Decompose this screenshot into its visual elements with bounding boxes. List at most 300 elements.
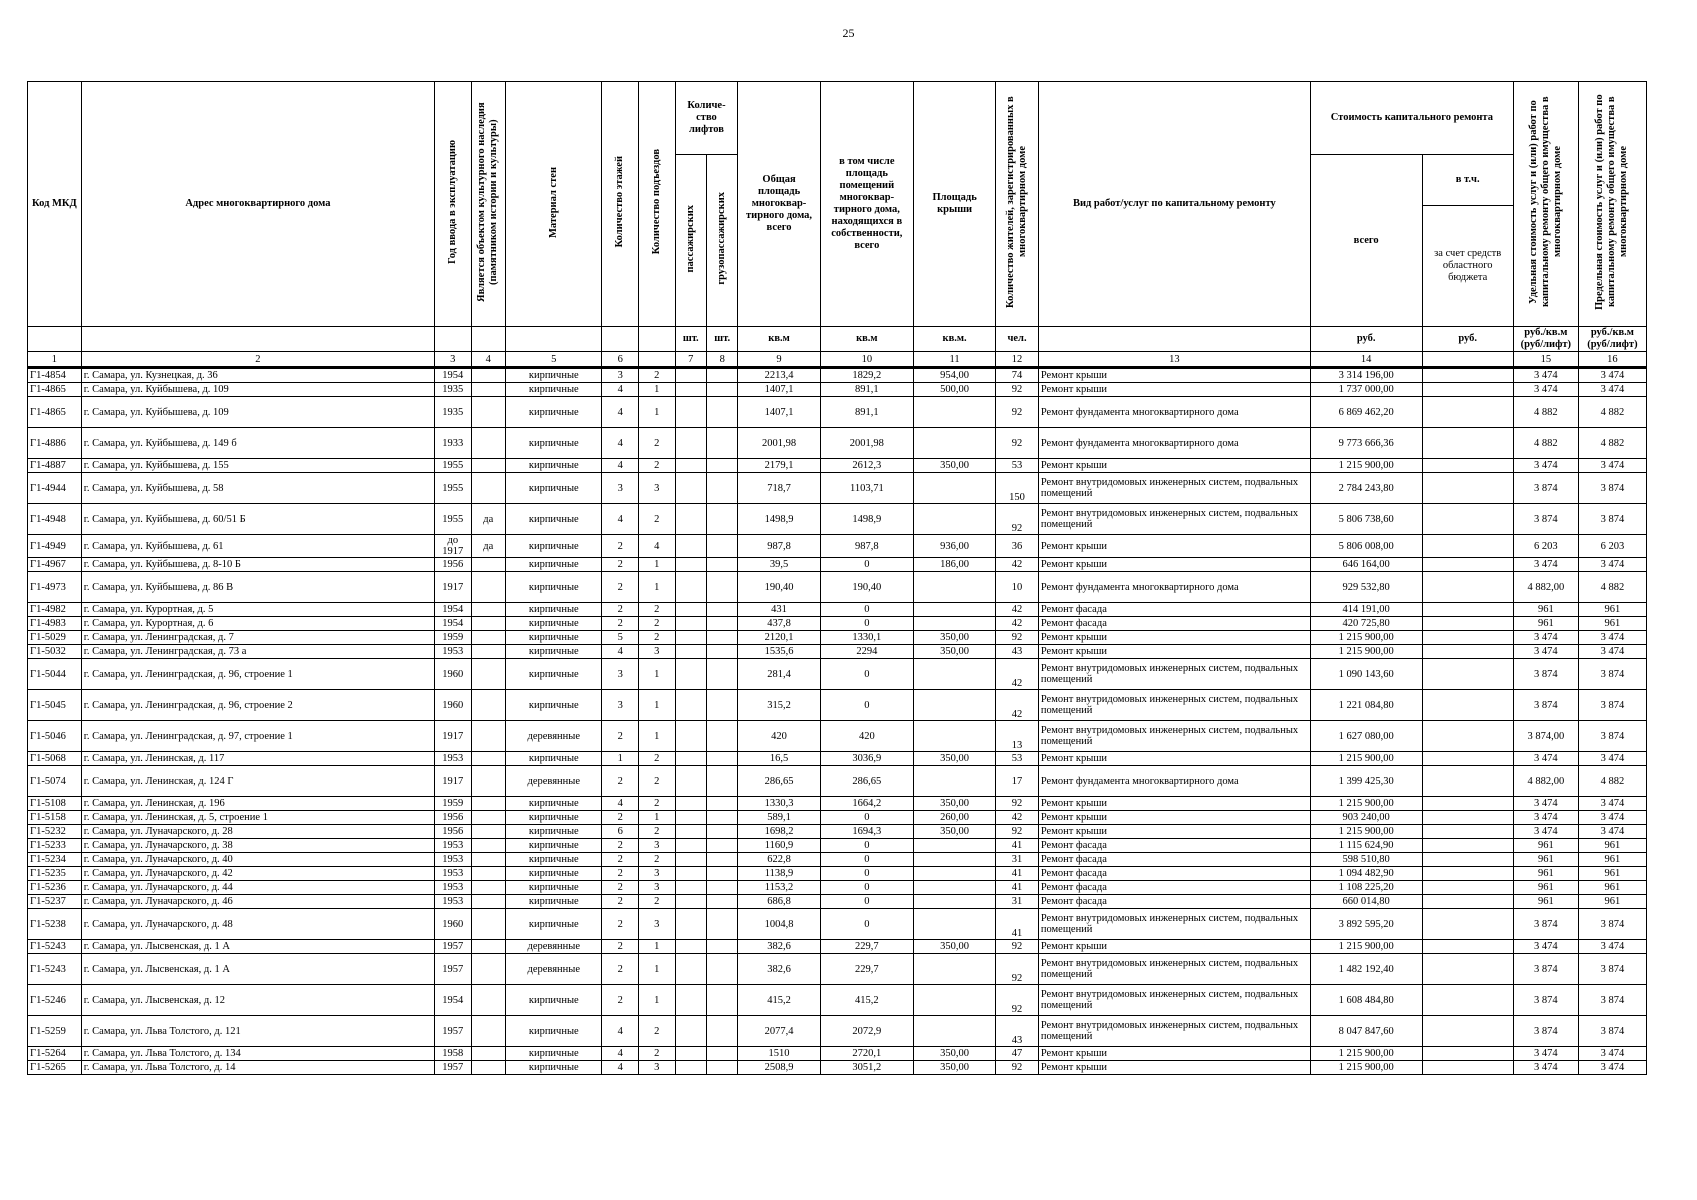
table-row: [28, 985, 1647, 1016]
table-row: [28, 940, 1647, 954]
cell-lifts-passenger: [675, 659, 706, 690]
cell-lifts-passenger: [675, 1016, 706, 1047]
column-number: [639, 352, 676, 368]
cell-year: 1935: [435, 397, 472, 428]
cell-unit-cost: 961: [1513, 867, 1578, 881]
cell-total-area: 415,2: [738, 985, 820, 1016]
cell-code: Г1-4865: [28, 397, 82, 428]
cell-lifts-passenger: [675, 383, 706, 397]
cell-lifts-passenger: [675, 690, 706, 721]
cell-heritage: [471, 839, 506, 853]
cell-year: 1953: [435, 752, 472, 766]
cell-lifts-passenger: [675, 985, 706, 1016]
cell-material: кирпичные: [506, 558, 602, 572]
table-row: [28, 397, 1647, 428]
cell-year: 1956: [435, 811, 472, 825]
cell-year: 1955: [435, 459, 472, 473]
cell-roof-area: [914, 504, 996, 535]
cell-lifts-passenger: [675, 558, 706, 572]
cell-year: 1953: [435, 867, 472, 881]
cell-total-area: 2077,4: [738, 1016, 820, 1047]
cell-cost-total: 8 047 847,60: [1310, 1016, 1422, 1047]
cell-total-area: 589,1: [738, 811, 820, 825]
cell-owned-area: 3051,2: [820, 1061, 913, 1075]
cell-lifts-cargo: [706, 504, 737, 535]
cell-lifts-passenger: [675, 853, 706, 867]
cell-total-area: 1498,9: [738, 504, 820, 535]
cell-code: Г1-5259: [28, 1016, 82, 1047]
cell-cost-budget: [1422, 659, 1513, 690]
cell-code: Г1-5044: [28, 659, 82, 690]
cell-lifts-cargo: [706, 572, 737, 603]
cell-floors: 4: [602, 1061, 639, 1075]
col-floors-header: Количество этажей: [602, 82, 639, 327]
cell-works: Ремонт фасада: [1038, 895, 1310, 909]
cell-total-area: 315,2: [738, 690, 820, 721]
cell-lifts-passenger: [675, 1061, 706, 1075]
cell-material: кирпичные: [506, 535, 602, 558]
cell-heritage: [471, 459, 506, 473]
column-number: 15: [1513, 352, 1578, 368]
cell-entrances: 3: [639, 839, 676, 853]
cell-cost-budget: [1422, 558, 1513, 572]
cell-material: кирпичные: [506, 572, 602, 603]
cell-entrances: 1: [639, 985, 676, 1016]
cell-owned-area: 0: [820, 909, 913, 940]
cell-total-area: 39,5: [738, 558, 820, 572]
cell-owned-area: 2294: [820, 645, 913, 659]
cell-works: Ремонт фасада: [1038, 867, 1310, 881]
cell-material: кирпичные: [506, 909, 602, 940]
cell-owned-area: 0: [820, 659, 913, 690]
col-year-header: Год ввода в эксплуатацию: [435, 82, 472, 327]
cell-works: Ремонт внутридомовых инженерных систем, подвальных помещений: [1038, 985, 1310, 1016]
cell-code: Г1-4949: [28, 535, 82, 558]
cell-code: Г1-4854: [28, 368, 82, 383]
cell-code: Г1-4973: [28, 572, 82, 603]
cell-floors: 2: [602, 603, 639, 617]
cell-year: 1917: [435, 766, 472, 797]
cell-cost-total: 1 399 425,30: [1310, 766, 1422, 797]
cell-works: Ремонт внутридомовых инженерных систем, подвальных помещений: [1038, 504, 1310, 535]
cell-address: г. Самара, ул. Курортная, д. 5: [81, 603, 434, 617]
cell-material: кирпичные: [506, 1016, 602, 1047]
column-numbers-row: [28, 352, 1647, 368]
cell-owned-area: 2072,9: [820, 1016, 913, 1047]
table-row: [28, 895, 1647, 909]
cell-material: кирпичные: [506, 825, 602, 839]
cell-address: г. Самара, ул. Ленинградская, д. 73 а: [81, 645, 434, 659]
cell-works: Ремонт фундамента многоквартирного дома: [1038, 397, 1310, 428]
cell-roof-area: 350,00: [914, 459, 996, 473]
cell-code: Г1-4967: [28, 558, 82, 572]
cell-lifts-cargo: [706, 766, 737, 797]
cell-residents: 41: [996, 881, 1039, 895]
cell-material: кирпичные: [506, 383, 602, 397]
cell-cost-total: 2 784 243,80: [1310, 473, 1422, 504]
cell-residents: 42: [996, 558, 1039, 572]
cell-lifts-cargo: [706, 645, 737, 659]
cell-entrances: 2: [639, 1047, 676, 1061]
cell-unit-cost: 4 882,00: [1513, 572, 1578, 603]
cell-cost-total: 6 869 462,20: [1310, 397, 1422, 428]
table-row: [28, 631, 1647, 645]
cell-max-cost: 3 474: [1578, 368, 1646, 383]
cell-residents: 36: [996, 535, 1039, 558]
cell-year: 1955: [435, 473, 472, 504]
cell-lifts-passenger: [675, 811, 706, 825]
cell-works: Ремонт внутридомовых инженерных систем, подвальных помещений: [1038, 690, 1310, 721]
cell-material: деревянные: [506, 766, 602, 797]
cell-year: 1960: [435, 659, 472, 690]
cell-cost-budget: [1422, 690, 1513, 721]
cell-residents: 42: [996, 617, 1039, 631]
cell-material: кирпичные: [506, 603, 602, 617]
cell-year: 1953: [435, 895, 472, 909]
cell-unit-cost: 961: [1513, 895, 1578, 909]
capital-repair-table: [27, 81, 1647, 1075]
cell-roof-area: [914, 839, 996, 853]
cell-entrances: 3: [639, 909, 676, 940]
cell-cost-budget: [1422, 645, 1513, 659]
cell-cost-total: 5 806 008,00: [1310, 535, 1422, 558]
table-row: [28, 839, 1647, 853]
cell-entrances: 1: [639, 659, 676, 690]
cell-heritage: [471, 940, 506, 954]
cell-year: 1959: [435, 797, 472, 811]
cell-address: г. Самара, ул. Ленинградская, д. 96, строение 2: [81, 690, 434, 721]
cell-lifts-passenger: [675, 766, 706, 797]
cell-max-cost: 3 874: [1578, 721, 1646, 752]
cell-roof-area: [914, 572, 996, 603]
column-number: 14: [1310, 352, 1422, 368]
cell-entrances: 1: [639, 383, 676, 397]
cell-code: Г1-5264: [28, 1047, 82, 1061]
cell-lifts-cargo: [706, 853, 737, 867]
cell-works: Ремонт внутридомовых инженерных систем, подвальных помещений: [1038, 473, 1310, 504]
cell-total-area: 1510: [738, 1047, 820, 1061]
cell-address: г. Самара, ул. Луначарского, д. 40: [81, 853, 434, 867]
cell-floors: 4: [602, 797, 639, 811]
cell-cost-total: 1 215 900,00: [1310, 940, 1422, 954]
cell-address: г. Самара, ул. Луначарского, д. 38: [81, 839, 434, 853]
cell-lifts-cargo: [706, 867, 737, 881]
cell-max-cost: 961: [1578, 853, 1646, 867]
cell-roof-area: 350,00: [914, 752, 996, 766]
cell-residents: 92: [996, 397, 1039, 428]
cell-cost-total: 5 806 738,60: [1310, 504, 1422, 535]
cell-roof-area: [914, 473, 996, 504]
cell-max-cost: 3 474: [1578, 825, 1646, 839]
cell-owned-area: 891,1: [820, 383, 913, 397]
cell-roof-area: [914, 617, 996, 631]
unit-cell: кв.м: [820, 327, 913, 352]
cell-residents: 92: [996, 504, 1039, 535]
cell-owned-area: 0: [820, 895, 913, 909]
cell-floors: 4: [602, 428, 639, 459]
cell-roof-area: [914, 895, 996, 909]
table-row: [28, 659, 1647, 690]
cell-lifts-cargo: [706, 535, 737, 558]
column-number: 4: [471, 352, 506, 368]
cell-floors: 1: [602, 752, 639, 766]
cell-unit-cost: 3 474: [1513, 811, 1578, 825]
cell-residents: 47: [996, 1047, 1039, 1061]
cell-address: г. Самара, ул. Ленинская, д. 5, строение 1: [81, 811, 434, 825]
cell-cost-total: 1 215 900,00: [1310, 645, 1422, 659]
cell-lifts-passenger: [675, 881, 706, 895]
cell-owned-area: 2720,1: [820, 1047, 913, 1061]
table-row: [28, 752, 1647, 766]
table-row: [28, 867, 1647, 881]
col-residents-header: Количество жителей, зарегистрированных в многоквартирном доме: [996, 82, 1039, 327]
cell-address: г. Самара, ул. Льва Толстого, д. 121: [81, 1016, 434, 1047]
cell-unit-cost: 3 874,00: [1513, 721, 1578, 752]
cell-owned-area: 229,7: [820, 954, 913, 985]
cell-floors: 4: [602, 504, 639, 535]
col-lifts-cargo-header: грузопассажирских: [706, 155, 737, 327]
column-number: 16: [1578, 352, 1646, 368]
cell-entrances: 4: [639, 535, 676, 558]
table-row: [28, 909, 1647, 940]
cell-code: Г1-5108: [28, 797, 82, 811]
cell-unit-cost: 3 474: [1513, 940, 1578, 954]
cell-entrances: 1: [639, 690, 676, 721]
cell-cost-budget: [1422, 839, 1513, 853]
cell-entrances: 2: [639, 459, 676, 473]
cell-max-cost: 3 474: [1578, 558, 1646, 572]
cell-address: г. Самара, ул. Луначарского, д. 48: [81, 909, 434, 940]
cell-address: г. Самара, ул. Куйбышева, д. 60/51 Б: [81, 504, 434, 535]
cell-entrances: 2: [639, 617, 676, 631]
cell-max-cost: 3 474: [1578, 1061, 1646, 1075]
cell-total-area: 281,4: [738, 659, 820, 690]
cell-cost-total: 1 090 143,60: [1310, 659, 1422, 690]
cell-material: деревянные: [506, 721, 602, 752]
cell-floors: 3: [602, 473, 639, 504]
cell-residents: 53: [996, 459, 1039, 473]
cell-heritage: [471, 811, 506, 825]
cell-max-cost: 3 474: [1578, 797, 1646, 811]
cell-unit-cost: 4 882: [1513, 397, 1578, 428]
col-code-header: Код МКД: [28, 82, 82, 327]
cell-unit-cost: 3 474: [1513, 825, 1578, 839]
cell-total-area: 1138,9: [738, 867, 820, 881]
cell-unit-cost: 3 474: [1513, 1047, 1578, 1061]
cell-roof-area: 954,00: [914, 368, 996, 383]
cell-cost-total: 598 510,80: [1310, 853, 1422, 867]
cell-unit-cost: 3 874: [1513, 1016, 1578, 1047]
cell-code: Г1-4948: [28, 504, 82, 535]
cell-cost-budget: [1422, 954, 1513, 985]
cell-entrances: 2: [639, 766, 676, 797]
cell-total-area: 1407,1: [738, 397, 820, 428]
cell-works: Ремонт внутридомовых инженерных систем, подвальных помещений: [1038, 721, 1310, 752]
cell-cost-total: 660 014,80: [1310, 895, 1422, 909]
cell-code: Г1-4865: [28, 383, 82, 397]
cell-material: кирпичные: [506, 853, 602, 867]
col-lifts-header: Количе-ство лифтов: [675, 82, 738, 155]
cell-material: кирпичные: [506, 659, 602, 690]
cell-floors: 2: [602, 721, 639, 752]
cell-residents: 74: [996, 368, 1039, 383]
cell-year: 1959: [435, 631, 472, 645]
cell-max-cost: 961: [1578, 881, 1646, 895]
cell-material: кирпичные: [506, 473, 602, 504]
cell-lifts-passenger: [675, 428, 706, 459]
cell-unit-cost: 3 874: [1513, 659, 1578, 690]
cell-address: г. Самара, ул. Куйбышева, д. 109: [81, 397, 434, 428]
cell-year: 1957: [435, 954, 472, 985]
cell-residents: 10: [996, 572, 1039, 603]
cell-material: кирпичные: [506, 839, 602, 853]
cell-material: кирпичные: [506, 895, 602, 909]
cell-owned-area: 286,65: [820, 766, 913, 797]
cell-cost-budget: [1422, 617, 1513, 631]
cell-works: Ремонт внутридомовых инженерных систем, подвальных помещений: [1038, 909, 1310, 940]
cell-lifts-cargo: [706, 558, 737, 572]
cell-max-cost: 3 474: [1578, 631, 1646, 645]
cell-lifts-cargo: [706, 721, 737, 752]
cell-entrances: 3: [639, 867, 676, 881]
unit-cell: кв.м: [738, 327, 820, 352]
cell-year: 1953: [435, 645, 472, 659]
cell-code: Г1-5046: [28, 721, 82, 752]
table-row: [28, 825, 1647, 839]
cell-material: деревянные: [506, 954, 602, 985]
cell-cost-total: 903 240,00: [1310, 811, 1422, 825]
cell-year: 1935: [435, 383, 472, 397]
cell-heritage: [471, 867, 506, 881]
cell-cost-budget: [1422, 572, 1513, 603]
cell-material: кирпичные: [506, 397, 602, 428]
cell-material: кирпичные: [506, 368, 602, 383]
cell-cost-budget: [1422, 867, 1513, 881]
cell-total-area: 190,40: [738, 572, 820, 603]
cell-total-area: 1004,8: [738, 909, 820, 940]
cell-address: г. Самара, ул. Куйбышева, д. 58: [81, 473, 434, 504]
cell-owned-area: 1330,1: [820, 631, 913, 645]
cell-max-cost: 3 874: [1578, 690, 1646, 721]
cell-unit-cost: 3 874: [1513, 504, 1578, 535]
cell-cost-budget: [1422, 881, 1513, 895]
table-row: [28, 766, 1647, 797]
column-number: 10: [820, 352, 913, 368]
cell-roof-area: [914, 985, 996, 1016]
table-row: [28, 459, 1647, 473]
cell-heritage: [471, 383, 506, 397]
cell-total-area: 987,8: [738, 535, 820, 558]
cell-address: г. Самара, ул. Куйбышева, д. 61: [81, 535, 434, 558]
cell-lifts-cargo: [706, 603, 737, 617]
cell-floors: 2: [602, 853, 639, 867]
cell-works: Ремонт крыши: [1038, 383, 1310, 397]
table-row: [28, 558, 1647, 572]
cell-floors: 2: [602, 535, 639, 558]
cell-lifts-cargo: [706, 811, 737, 825]
cell-residents: 42: [996, 811, 1039, 825]
cell-unit-cost: 4 882,00: [1513, 766, 1578, 797]
cell-cost-total: 1 115 624,90: [1310, 839, 1422, 853]
cell-code: Г1-5246: [28, 985, 82, 1016]
cell-heritage: да: [471, 504, 506, 535]
cell-address: г. Самара, ул. Ленинская, д. 124 Г: [81, 766, 434, 797]
cell-roof-area: [914, 853, 996, 867]
cell-heritage: [471, 428, 506, 459]
cell-roof-area: 350,00: [914, 1047, 996, 1061]
cell-owned-area: 987,8: [820, 535, 913, 558]
cell-entrances: 2: [639, 603, 676, 617]
cell-total-area: 437,8: [738, 617, 820, 631]
cell-works: Ремонт внутридомовых инженерных систем, подвальных помещений: [1038, 954, 1310, 985]
cell-address: г. Самара, ул. Куйбышева, д. 149 б: [81, 428, 434, 459]
cell-entrances: 3: [639, 473, 676, 504]
cell-entrances: 3: [639, 645, 676, 659]
cell-cost-budget: [1422, 909, 1513, 940]
column-number: 3: [435, 352, 472, 368]
cell-owned-area: 0: [820, 839, 913, 853]
cell-total-area: 2213,4: [738, 368, 820, 383]
cell-owned-area: 0: [820, 603, 913, 617]
cell-total-area: 2120,1: [738, 631, 820, 645]
cell-max-cost: 961: [1578, 603, 1646, 617]
column-number: [1422, 352, 1513, 368]
cell-heritage: [471, 659, 506, 690]
cell-lifts-passenger: [675, 797, 706, 811]
cell-lifts-passenger: [675, 867, 706, 881]
cell-heritage: [471, 1047, 506, 1061]
cell-owned-area: 229,7: [820, 940, 913, 954]
cell-cost-budget: [1422, 752, 1513, 766]
cell-address: г. Самара, ул. Луначарского, д. 46: [81, 895, 434, 909]
cell-total-area: 382,6: [738, 954, 820, 985]
cell-cost-total: 420 725,80: [1310, 617, 1422, 631]
cell-works: Ремонт крыши: [1038, 631, 1310, 645]
cell-cost-budget: [1422, 473, 1513, 504]
cell-code: Г1-4944: [28, 473, 82, 504]
cell-heritage: [471, 985, 506, 1016]
cell-owned-area: 0: [820, 867, 913, 881]
cell-entrances: 2: [639, 1016, 676, 1047]
unit-cell: шт.: [675, 327, 706, 352]
table-row: [28, 811, 1647, 825]
cell-roof-area: 350,00: [914, 631, 996, 645]
col-unit-cost-header: Удельная стоимость услуг и (или) работ по капитальному ремонту общего имущества в многоквартирном доме: [1513, 82, 1578, 327]
cell-floors: 2: [602, 985, 639, 1016]
cell-works: Ремонт фундамента многоквартирного дома: [1038, 428, 1310, 459]
cell-roof-area: [914, 766, 996, 797]
column-number: 5: [506, 352, 602, 368]
cell-year: 1954: [435, 603, 472, 617]
cell-works: Ремонт крыши: [1038, 797, 1310, 811]
cell-floors: 4: [602, 1047, 639, 1061]
cell-works: Ремонт крыши: [1038, 1047, 1310, 1061]
cell-heritage: [471, 1016, 506, 1047]
table-row: [28, 368, 1647, 383]
cell-heritage: [471, 368, 506, 383]
cell-max-cost: 3 874: [1578, 985, 1646, 1016]
cell-heritage: [471, 752, 506, 766]
cell-works: Ремонт фундамента многоквартирного дома: [1038, 766, 1310, 797]
cell-cost-total: 1 215 900,00: [1310, 825, 1422, 839]
unit-cell: руб.: [1422, 327, 1513, 352]
cell-total-area: 420: [738, 721, 820, 752]
cell-address: г. Самара, ул. Луначарского, д. 44: [81, 881, 434, 895]
cell-material: кирпичные: [506, 459, 602, 473]
cell-entrances: 2: [639, 504, 676, 535]
cell-address: г. Самара, ул. Лысвенская, д. 1 А: [81, 940, 434, 954]
cell-works: Ремонт крыши: [1038, 940, 1310, 954]
